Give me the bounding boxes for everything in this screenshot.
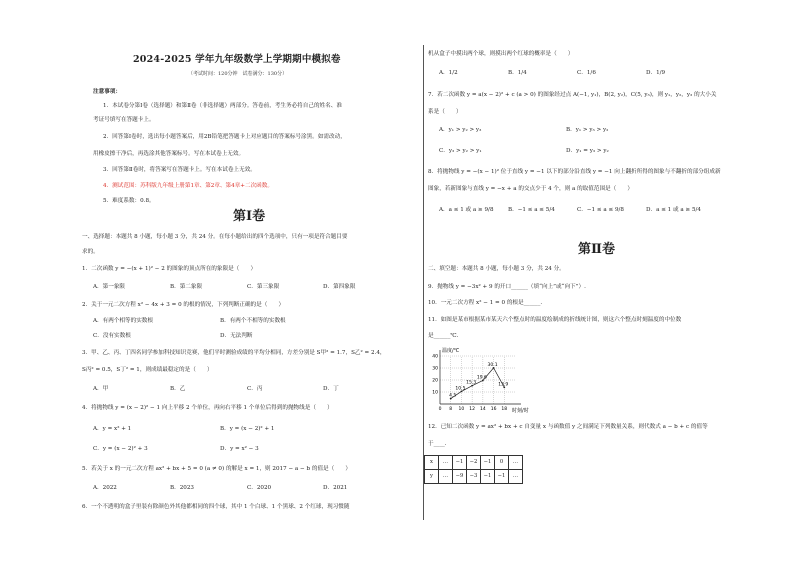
data-label: 4.5 (449, 393, 457, 399)
note-1b: 考证号填写在答题卡上。 (93, 117, 155, 123)
q8-stem-a: 8．将抛物线 y = −(x − 1)² 位于直线 y = −1 以下的部分沿直线 y = −1 向上翻折所得的图象与不翻折的部分组成新 (428, 169, 721, 175)
q2-option-d[interactable]: D．无法判断 (220, 333, 253, 339)
q5-option-a[interactable]: A．2022 (93, 485, 117, 491)
q2-option-a[interactable]: A．有两个相等的实数根 (93, 318, 153, 324)
table-cell: … (509, 470, 523, 484)
table-cell: −1 (453, 456, 467, 470)
q7-option-a[interactable]: A．y₁ > y₂ > y₃ (439, 127, 482, 133)
table-cell: y (425, 470, 439, 484)
note-1a: 1．本试卷分第Ⅰ卷（选择题）和第Ⅱ卷（非选择题）两部分。答卷前，考生务必将自己的姓名、准 (103, 103, 342, 109)
data-label: 30.1 (487, 362, 498, 368)
chart-ylabel: 温度/℃ (442, 348, 460, 354)
q3-stem-a: 3．甲、乙、丙、丁四名同学参加科技知识竞赛，他们平时测验成绩的平均分相同，方差分别是 S甲² = 1.7，S乙² = 2.4， (82, 350, 386, 356)
table-row (425, 456, 523, 470)
q11-stem-b: 是______℃. (428, 333, 459, 339)
chart-xlabel: 时刻/时 (512, 408, 529, 414)
q7-stem-b: 系是（ ） (428, 109, 462, 115)
q4-option-c[interactable]: C．y = (x − 2)² + 3 (93, 446, 148, 452)
q4-option-a[interactable]: A．y = x² + 1 (93, 426, 132, 432)
q8-option-a[interactable]: A．a ≤ 1 或 a ≥ 9/8 (439, 207, 494, 213)
q8-option-c[interactable]: C．−1 ≤ a ≤ 9/8 (577, 207, 624, 213)
note-3: 3．回答第Ⅱ卷时，将答案写在答题卡上。写在本试卷上无效。 (103, 167, 256, 173)
data-label: 15.3 (466, 380, 477, 386)
part1-intro-a: 一、选择题：本题共 8 小题，每小题 3 分，共 24 分。在每小题给出的四个选项中，只有一项是符合题目要 (82, 234, 348, 240)
temperature-series-line (451, 368, 505, 399)
table-cell: … (509, 456, 523, 470)
q12-stem-a: 12．已知二次函数 y = ax² + bx + c 自变量 x 与函数值 y 之间满足下列数量关系，则代数式 a − b + c 的值等 (428, 424, 708, 430)
q2-stem: 2．关于一元二次方程 x² − 4x + 3 = 0 的根的情况，下列判断正确的是（ ） (82, 302, 285, 308)
q5-option-c[interactable]: C．2020 (247, 485, 272, 491)
note-5: 5．难度系数：0.8。 (103, 198, 155, 204)
table-cell: −9 (453, 470, 467, 484)
q3-stem-b: S丙² = 0.5，S丁² = 1，则成绩最稳定的是（ ） (82, 367, 213, 373)
q6-stem: 6．一个不透明的盒子里装有除颜色外其他都相同的四个球，其中 1 个白球、1 个黑球、2 个红球，现习惯随 (82, 504, 350, 510)
note-4: 4．测试范围：苏科版九年级上册第1章、第2章、第4章+二次函数。 (103, 183, 273, 189)
data-label: 13.9 (498, 382, 509, 388)
q11-stem-a: 11．如图是某市根据某市某天六个整点时的温度绘制成的折线统计图，则这六个整点时刻温度的中位数 (428, 317, 682, 323)
q4-option-b[interactable]: B．y = (x − 2)² + 1 (220, 426, 275, 432)
q2-option-c[interactable]: C．没有实数根 (93, 333, 131, 339)
x-tick-label: 8 (449, 407, 453, 412)
q8-stem-b: 图象，若新图象与直线 y = −x + a 的交点少于 4 个，则 a 的取值范围是（ ） (428, 186, 634, 192)
q3-option-c[interactable]: C．丙 (247, 386, 263, 392)
q8-option-b[interactable]: B．−1 ≤ a ≤ 5/4 (508, 207, 555, 213)
q5-stem: 5．若关于 x 的一元二次方程 ax² + bx + 5 = 0 (a ≠ 0) 的解是 x = 1，则 2017 − a − b 的值是（ ） (82, 466, 352, 472)
q8-option-d[interactable]: D．a ≤ 1 或 a ≥ 5/4 (646, 207, 701, 213)
table-row (425, 470, 523, 484)
table-cell: −2 (467, 456, 481, 470)
y-tick-label: 20 (432, 378, 438, 384)
q3-option-d[interactable]: D．丁 (323, 386, 339, 392)
q7-option-b[interactable]: B．y₁ > y₃ > y₂ (566, 127, 609, 133)
q5-option-d[interactable]: D．2021 (323, 485, 348, 491)
table-cell: −1 (495, 470, 509, 484)
part2-heading: 第Ⅱ卷 (578, 242, 615, 257)
data-label: 10.5 (455, 386, 466, 392)
y-tick-label: 40 (432, 354, 438, 360)
table-cell: … (439, 470, 453, 484)
x-tick-label: 14 (479, 407, 486, 412)
q5-option-b[interactable]: B．2023 (170, 485, 194, 491)
q7-option-d[interactable]: D．y₁ = y₃ > y₂ (566, 148, 609, 154)
q2-option-b[interactable]: B．有两个不相等的实数根 (220, 318, 286, 324)
x-tick-label: 16 (490, 407, 497, 412)
column-divider (423, 45, 424, 520)
part1-intro-b: 求的。 (82, 249, 99, 255)
q12-stem-b: 于____. (428, 441, 447, 447)
x-tick-label: 10 (458, 407, 465, 412)
q1-option-c[interactable]: C．第三象限 (247, 284, 280, 290)
page-title: 2024-2025 学年九年级数学上学期期中模拟卷 (133, 54, 341, 65)
x-tick-label: 0 (438, 407, 442, 412)
note-2b: 用橡皮擦干净后，再选涂其他答案标号。写在本试卷上无效。 (93, 151, 245, 157)
x-tick-label: 18 (501, 407, 508, 412)
part2-intro: 二、填空题：本题共 8 小题，每小题 3 分，共 24 分。 (428, 266, 565, 272)
notes-heading: 注意事项： (93, 89, 121, 95)
q12-value-table (424, 455, 523, 484)
q6-option-d[interactable]: D．1/9 (646, 70, 666, 76)
table-cell: −1 (481, 456, 495, 470)
q9-stem: 9．抛物线 y = −3x² + 9 的开口______（填“向上”或“向下”）. (428, 284, 586, 290)
chart-marks (449, 362, 508, 400)
q6-option-c[interactable]: C．1/6 (577, 70, 596, 76)
table-cell: −3 (467, 470, 481, 484)
data-label: 19.6 (476, 375, 487, 381)
q4-option-d[interactable]: D．y = x² − 3 (220, 446, 259, 452)
y-tick-label: 30 (432, 366, 438, 372)
table-cell: … (439, 456, 453, 470)
q3-option-a[interactable]: A．甲 (93, 386, 109, 392)
exam-subtitle: （考试时间：120分钟 试卷满分：130分） (188, 71, 288, 77)
q1-option-a[interactable]: A．第一象限 (93, 284, 126, 290)
table-cell: −1 (481, 470, 495, 484)
q6-stem-cont: 机从盒子中摸出两个球，则摸出两个红球的概率是（ ） (428, 51, 574, 57)
y-tick-label: 10 (432, 390, 438, 396)
q1-option-b[interactable]: B．第二象限 (170, 284, 203, 290)
q6-option-b[interactable]: B．1/4 (508, 70, 527, 76)
q7-stem-a: 7．若二次函数 y = a(x − 2)² + c (a > 0) 的图象经过点 A(−1, y₁)，B(2, y₂)，C(5, y₃)，则 y₁，y₂，y₃ 的大小关 (428, 92, 717, 98)
q4-stem: 4．将抛物线 y = (x − 2)² − 1 向上平移 2 个单位，再向右平移 1 个单位后得到的抛物线是（ ） (82, 405, 333, 411)
q7-option-c[interactable]: C．y₃ > y₂ > y₁ (439, 148, 482, 154)
q1-stem: 1．二次函数 y = −(x + 1)² − 2 的图象的顶点所在的象限是（ ） (82, 266, 257, 272)
part1-heading: 第Ⅰ卷 (233, 209, 266, 224)
table-cell: 0 (495, 456, 509, 470)
q3-option-b[interactable]: B．乙 (170, 386, 186, 392)
q10-stem: 10．一元二次方程 x² − 1 = 0 的根是______. (428, 300, 543, 306)
temperature-line-chart (430, 344, 530, 416)
x-tick-label: 12 (469, 407, 476, 412)
chart-axes (432, 350, 521, 412)
note-2a: 2．回答第Ⅰ卷时，选出每小题答案后，用2B铅笔把答题卡上对应题目的答案标号涂黑。如需改动， (103, 134, 346, 140)
q1-option-d[interactable]: D．第四象限 (323, 284, 356, 290)
q6-option-a[interactable]: A．1/2 (439, 70, 458, 76)
table-cell: x (425, 456, 439, 470)
